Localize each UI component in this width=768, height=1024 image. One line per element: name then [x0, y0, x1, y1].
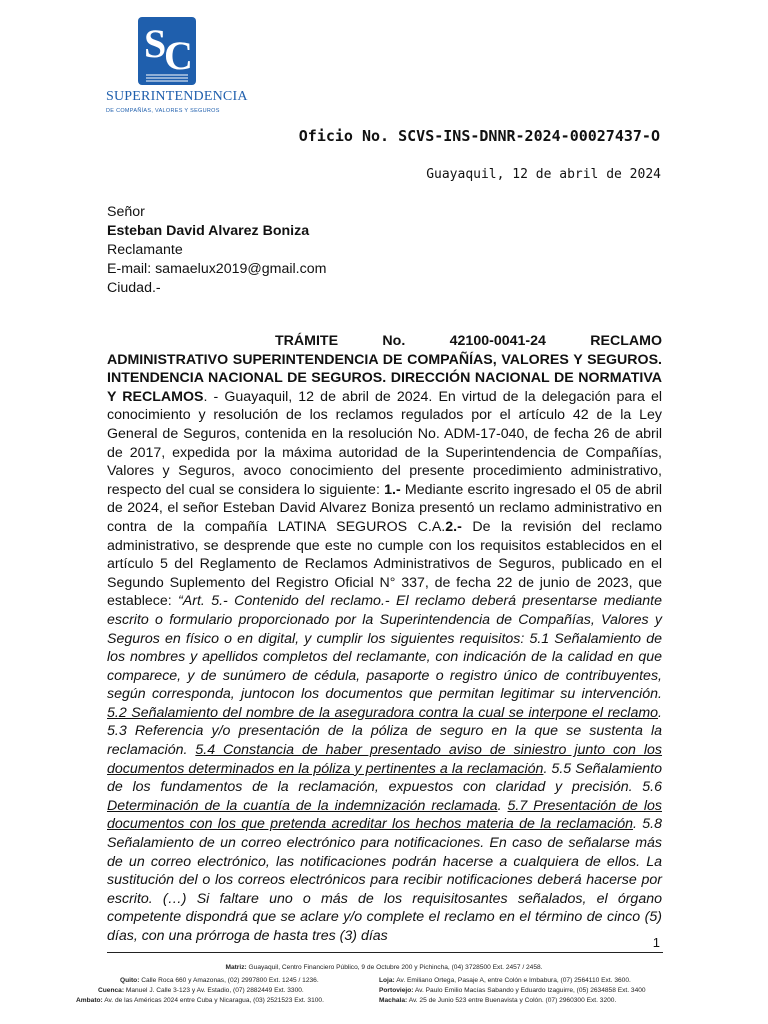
- footer-cuenca: [98, 987, 304, 994]
- footer-ambato: [76, 997, 324, 1004]
- footer-matriz: [0, 964, 768, 971]
- footer-address: Guayaquil, Centro Financiero Público, 9 de Octubre 200 y Pichincha, (04) 3728500 Ext. 2457 / 2458.: [248, 964, 543, 971]
- item-number: 1.-: [384, 481, 401, 498]
- page-number: 1: [652, 935, 660, 950]
- footer-address: Manuel J. Calle 3-123 y Av. Estadio, (07) 2882449 Ext. 3300.: [125, 987, 304, 994]
- footer-label: Loja:: [379, 977, 395, 984]
- footer-machala: [379, 997, 616, 1004]
- recipient-block: [107, 203, 326, 298]
- recipient-salutation: Señor: [107, 204, 145, 220]
- tramite-heading: TRÁMITE No. 42100-0041-24 RECLAMO ADMINISTRATIVO SUPERINTENDENCIA DE COMPAÑÍAS, VALORES Y SEGUROS. INTENDENCIA NACIONAL DE SEGUROS. DIRECCIÓN NACIONAL DE NORMATIVA Y RECLAMOS: [107, 333, 662, 405]
- superintendencia-logo-icon: [138, 17, 196, 85]
- underlined-requirement: 5.2 Señalamiento del nombre de la aseguradora contra la cual se interpone el reclamo: [107, 704, 659, 721]
- quoted-article: . 5.5 Señalamiento de los fundamentos de la reclamación, expuestos con claridad y precisión. 5.6: [107, 760, 662, 796]
- quoted-article: . 5.3 Referencia y/o presentación de la póliza de seguro en la que se sustenta la reclamación.: [107, 704, 662, 759]
- quoted-article: .: [497, 797, 508, 814]
- footer-label: Portoviejo:: [379, 987, 414, 994]
- letter-date: Guayaquil, 12 de abril de 2024: [426, 167, 661, 182]
- footer-quito: [120, 977, 319, 984]
- recipient-city: Ciudad.-: [107, 280, 161, 296]
- letter-body: [107, 332, 662, 946]
- footer-portoviejo: [379, 987, 646, 994]
- recipient-name: Esteban David Alvarez Boniza: [107, 223, 310, 239]
- quoted-article: . 5.8 Señalamiento de un correo electrónico para notificaciones. En caso de señalarse más de un correo electrónico, las notificaciones podrán hacerse a cualquiera de ellos. La sustitución del o los correos electrónicos para recibir notificaciones deberá hacerse por escrito. (…) Si faltare uno o más de los requisitosantes señalados, el órgano competente dispondrá que se aclare y/o complete el reclamo en el término de cinco (5) días, con una prórroga de hasta tres (3) días: [107, 816, 662, 944]
- body-text: Mediante escrito ingresado el 05 de abril de 2024, el señor Esteban David Alvarez Boniza presentó un reclamo administrativo en contra de la compañía LATINA SEGUROS C.A.: [107, 481, 662, 535]
- footer-address: Av. Paulo Emilio Macías Sabando y Eduardo Izaguirre, (05) 2634858 Ext. 3400: [414, 987, 646, 994]
- body-text: . - Guayaquil, 12 de abril de 2024. En virtud de la delegación para el conocimiento y resolución de los reclamos regulados por el artículo 42 de la Ley General de Seguros, contenida en la resolución No. ADM-17-040, de fecha 26 de abril de 2017, expedida por la máxima autoridad de la Superintendencia de Compañías, Valores y Seguros, avoco conocimiento del presente procedimiento administrativo, respecto del cual se considera lo siguiente:: [107, 388, 662, 498]
- footer-label: Machala:: [379, 997, 408, 1004]
- org-subtitle: DE COMPAÑÍAS, VALORES Y SEGUROS: [106, 108, 220, 114]
- footer-address: Av. 25 de Junio 523 entre Buenavista y Colón. (07) 2960300 Ext. 3200.: [408, 997, 617, 1004]
- recipient-role: Reclamante: [107, 242, 183, 258]
- body-text: De la revisión del reclamo administrativo, se desprende que este no cumple con los requisitos establecidos en el artículo 5 del Reglamento de Reclamos Administrativos de Seguros, publicado en el Segundo Suplemento del Registro Oficial N° 337, de fecha 22 de junio de 2023, que establece:: [107, 518, 662, 610]
- item-number: 2.-: [445, 518, 462, 535]
- svg-text:S: S: [144, 21, 167, 66]
- footer-divider: [107, 952, 663, 953]
- svg-text:C: C: [164, 33, 193, 78]
- footer-address: Av. Emiliano Ortega, Pasaje A, entre Colón e Imbabura, (07) 2564110 Ext. 3600.: [396, 977, 631, 984]
- org-name: SUPERINTENDENCIA: [106, 89, 248, 104]
- underlined-requirement: 5.4 Constancia de haber presentado aviso de siniestro junto con los documentos determinados en la póliza y pertinentes a la reclamación: [107, 742, 663, 777]
- underlined-requirement: Determinación de la cuantía de la indemnización reclamada: [107, 797, 498, 814]
- body-paragraph: [107, 332, 662, 946]
- footer-loja: [379, 977, 631, 984]
- footer-address: Calle Roca 660 y Amazonas, (02) 2997800 Ext. 1245 / 1236.: [141, 977, 319, 984]
- underlined-requirement: 5.7 Presentación de los documentos con los que pretenda acreditar los hechos materia de la reclamación: [107, 797, 662, 833]
- footer-label: Quito:: [120, 977, 140, 984]
- oficio-number: Oficio No. SCVS-INS-DNNR-2024-00027437-O: [298, 127, 660, 145]
- footer-label: Cuenca:: [98, 987, 125, 994]
- footer-label: Matriz:: [225, 964, 247, 971]
- footer-label: Ambato:: [76, 997, 103, 1004]
- quoted-article: “Art. 5.- Contenido del reclamo.- El reclamo deberá presentarse mediante escrito o formulario proporcionado por la Superintendencia de Compañías, Valores y Seguros en físico o en digital, y cumplir los siguientes requisitos: 5.1 Señalamiento de los nombres y apellidos completos del reclamante, con indicación de la calidad en que comparece, y de sunúmero de cédula, pasaporte o registro único de contribuyentes, según corresponda, juntocon los documentos que permitan legitimar su intervención.: [107, 593, 662, 703]
- footer-address: Av. de las Américas 2024 entre Cuba y Nicaragua, (03) 2521523 Ext. 3100.: [104, 997, 324, 1004]
- recipient-email: E-mail: samaelux2019@gmail.com: [107, 261, 327, 277]
